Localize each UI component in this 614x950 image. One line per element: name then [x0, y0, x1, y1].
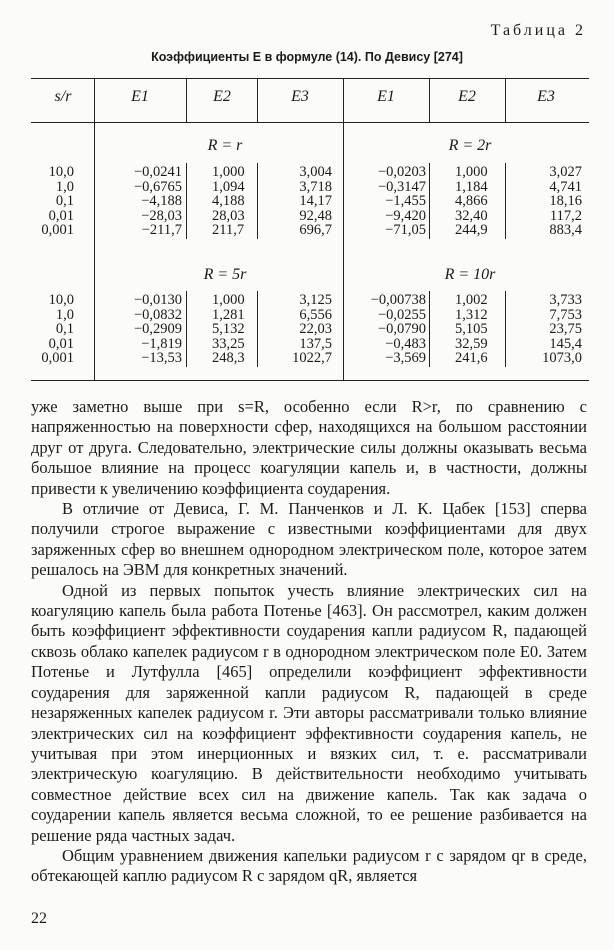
table-cell: 10,0: [48, 164, 74, 180]
column-divider: [505, 78, 506, 122]
right-e2-column: [455, 165, 503, 238]
table-cell: 883,4: [549, 222, 582, 238]
table-caption: Коэффициенты E в формуле (14). По Девису [274]: [151, 50, 463, 64]
group-label-r-eq-r: R = r: [207, 137, 243, 154]
table-cell: 3,004: [299, 164, 332, 180]
column-divider: [429, 163, 430, 239]
table-cell: −0,0130: [133, 292, 182, 308]
table-cell: 0,001: [41, 350, 74, 366]
table-cell: −1,455: [385, 193, 426, 209]
body-text: [31, 397, 587, 887]
left-e2-column: [212, 293, 256, 366]
left-e2-column: [212, 165, 256, 238]
table-cell: −0,0203: [377, 164, 426, 180]
table-cell: 1,184: [455, 178, 488, 195]
table-bottom-rule: [31, 380, 589, 381]
right-e1-column: [344, 293, 426, 366]
table-cell: −4,188: [141, 193, 182, 209]
column-divider: [505, 163, 506, 239]
table-cell: 22,03: [299, 321, 332, 337]
column-divider: [257, 163, 258, 239]
column-divider: [186, 163, 187, 239]
table-cell: 3,125: [299, 292, 332, 308]
column-divider: [429, 78, 430, 122]
table-cell: −28,03: [141, 207, 182, 224]
header-e2-left: E2: [213, 88, 231, 105]
column-divider: [257, 291, 258, 367]
left-e3-column: [270, 293, 332, 366]
table-cell: 0,01: [48, 335, 74, 352]
table-cell: 23,75: [549, 321, 582, 337]
table-cell: −0,0255: [377, 306, 426, 323]
table-cell: 244,9: [455, 222, 488, 238]
table-cell: 0,1: [55, 193, 74, 209]
group-label-r-eq-5r: R = 5r: [203, 266, 247, 283]
column-divider: [505, 291, 506, 367]
table-cell: 18,16: [549, 193, 582, 209]
table-cell: −211,7: [141, 222, 182, 238]
table-cell: 1022,7: [292, 350, 332, 366]
table-cell: 1,000: [212, 292, 245, 308]
table-cell: 1,002: [455, 292, 488, 308]
table-cell: 1,000: [212, 164, 245, 180]
table-cell: 4,188: [212, 193, 245, 209]
left-e3-column: [270, 165, 332, 238]
table-cell: 33,25: [212, 335, 245, 352]
table-cell: 3,733: [549, 292, 582, 308]
table-cell: 117,2: [549, 207, 582, 224]
page-number: 22: [31, 910, 47, 927]
column-divider: [186, 291, 187, 367]
table-cell: 1,0: [55, 178, 74, 195]
table-cell: 0,01: [48, 207, 74, 224]
column-divider: [186, 78, 187, 122]
header-e1-right: E1: [377, 88, 395, 105]
paragraph: Одной из первых попыток учесть влияние электрических сил на коагуляцию капель была работа Потенье [463]. Он рассмотрел, каким должен быть коэффициент эффективности соударения капли радиусом R, падающей сквозь облако капелек радиусом r в однородном электрическом поле E0. Затем Потенье и Лутфулла [465] определили коэффициент эффективности соударения для заряженной капли радиусом R, падающей в среде незаряженных капелек радиусом r. Эти авторы рассматривали только влияние электрических сил на коэффициент эффективности соударения капель, не учитывая при этом инерционных и вязких сил, т. е. рассматривали электрическую коагуляцию. В действительности необходимо учитывать совместное действие всех сил на движение капель. Так как задача о соударении капель является весьма сложной, то ее решение разбивается на решение ряда частных задач.: [31, 580, 587, 845]
table-cell: 4,741: [549, 178, 582, 195]
table-cell: 1,281: [212, 306, 245, 323]
s-over-r-column: [34, 165, 74, 238]
header-s-over-r: s/r: [54, 88, 72, 105]
header-e2-right: E2: [458, 88, 476, 105]
table-cell: −1,819: [141, 335, 182, 352]
table-cell: 0,1: [55, 321, 74, 337]
table-cell: 92,48: [299, 207, 332, 224]
table-cell: −9,420: [385, 207, 426, 224]
table-cell: 4,866: [455, 193, 488, 209]
table-cell: 5,105: [455, 321, 488, 337]
table-cell: −71,05: [385, 222, 426, 238]
right-e1-column: [344, 165, 426, 238]
table-cell: 32,40: [455, 207, 488, 224]
table-cell: 145,4: [549, 335, 582, 352]
table-cell: 1073,0: [542, 350, 582, 366]
table-cell: −0,6765: [133, 178, 182, 195]
table-cell: −0,00738: [370, 292, 426, 308]
paragraph: уже заметно выше при s=R, особенно если R>r, по сравнению с напряженностью на поверхности сфер, находящихся на большом расстоянии друг от друга. Следовательно, электрические силы должны оказывать весьма большое влияние на процесс коагуляции капель и, в частности, должны привести к увеличению коэффициента соударения.: [31, 397, 587, 498]
right-e2-column: [455, 293, 503, 366]
header-e3-right: E3: [537, 88, 555, 105]
table-cell: −13,53: [141, 350, 182, 366]
table-cell: −0,0790: [377, 321, 426, 337]
table-cell: 32,59: [455, 335, 488, 352]
group-label-r-eq-2r: R = 2r: [448, 137, 492, 154]
right-e3-column: [512, 293, 582, 366]
table-cell: −3,569: [385, 350, 426, 366]
group-label-r-eq-10r: R = 10r: [444, 266, 496, 283]
table-cell: 7,753: [549, 306, 582, 323]
table-cell: 14,17: [299, 193, 332, 209]
table-cell: 137,5: [299, 335, 332, 352]
table-cell: 28,03: [212, 207, 245, 224]
table-cell: 3,718: [299, 178, 332, 195]
paragraph: В отличие от Девиса, Г. М. Панченков и Л. К. Цабек [153] сперва получили строгое выражение с известными коэффициентами для двух заряженных сфер во внешнем однородном электрическом поле, которое затем решалось на ЭВМ для конкретных значений.: [31, 499, 587, 580]
table-cell: −0,0241: [133, 164, 182, 180]
table-number-label: Таблица 2: [490, 22, 586, 39]
table-cell: 211,7: [212, 222, 245, 238]
table-cell: 241,6: [455, 350, 488, 366]
table-cell: −0,483: [385, 335, 426, 352]
table-cell: 3,027: [549, 164, 582, 180]
column-divider: [429, 291, 430, 367]
header-e3-left: E3: [291, 88, 309, 105]
column-divider: [257, 78, 258, 122]
table-cell: 1,312: [455, 306, 488, 323]
left-e1-column: [98, 293, 182, 366]
table-cell: 0,001: [41, 222, 74, 238]
table-cell: 696,7: [299, 222, 332, 238]
s-over-r-column: [34, 293, 74, 366]
table-cell: 1,094: [212, 178, 245, 195]
table-cell: −0,2909: [133, 321, 182, 337]
table-header-rule: [31, 122, 589, 123]
header-e1-left: E1: [131, 88, 149, 105]
table-cell: −0,3147: [377, 178, 426, 195]
table-cell: 10,0: [48, 292, 74, 308]
table-cell: 1,0: [55, 306, 74, 323]
left-e1-column: [98, 165, 182, 238]
table-cell: 5,132: [212, 321, 245, 337]
paragraph: Общим уравнением движения капельки радиусом r с зарядом qr в среде, обтекающей каплю радиусом R с зарядом qR, является: [31, 845, 587, 886]
table-cell: 248,3: [212, 350, 245, 366]
right-e3-column: [512, 165, 582, 238]
table-cell: −0,0832: [133, 306, 182, 323]
table-cell: 1,000: [455, 164, 488, 180]
column-divider: [94, 78, 95, 380]
table-cell: 6,556: [299, 306, 332, 323]
